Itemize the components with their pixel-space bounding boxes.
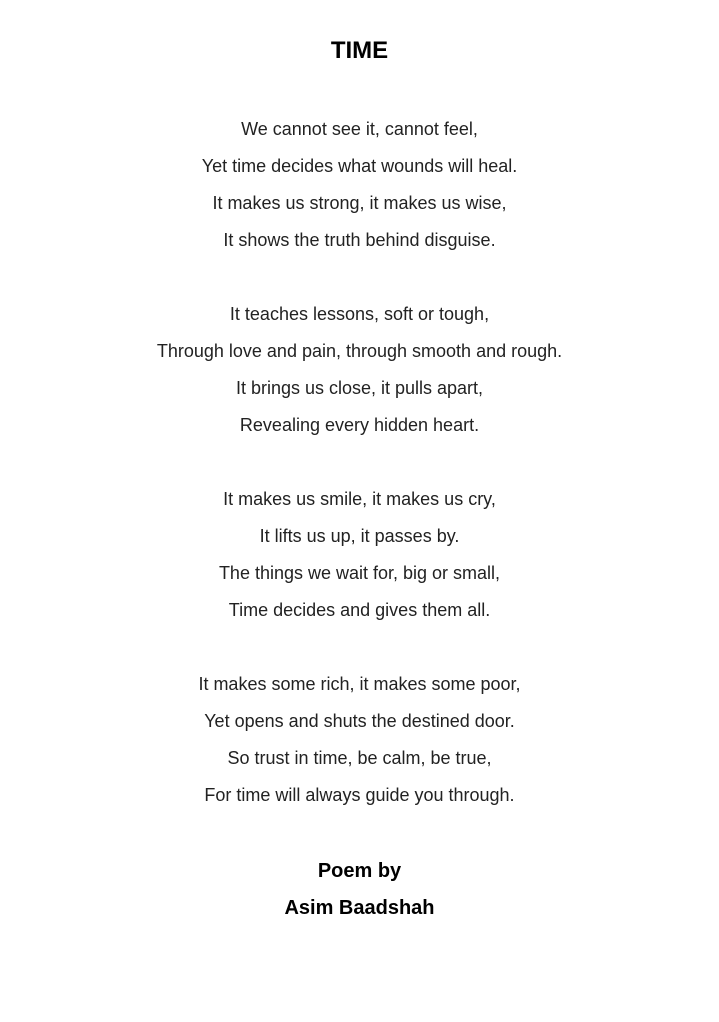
poem-line: So trust in time, be calm, be true, — [227, 748, 492, 768]
poem-line: It teaches lessons, soft or tough, — [229, 304, 490, 324]
stanza-3 — [0, 481, 719, 629]
poem-line: For time will always guide you through. — [204, 785, 515, 805]
author-credit — [0, 853, 719, 927]
poem-line: Yet time decides what wounds will heal. — [201, 156, 518, 176]
poem-line: It brings us close, it pulls apart, — [235, 378, 484, 398]
stanza-2 — [0, 296, 719, 444]
poem-line: It lifts us up, it passes by. — [259, 526, 460, 546]
poem-line: The things we wait for, big or small, — [218, 563, 501, 583]
poem-line: Revealing every hidden heart. — [239, 415, 480, 435]
author-name: Asim Baadshah — [284, 897, 435, 919]
poem-line: Through love and pain, through smooth and rough. — [156, 341, 563, 361]
stanza-4 — [0, 666, 719, 814]
poem-line: Yet opens and shuts the destined door. — [204, 711, 515, 731]
poem-line: We cannot see it, cannot feel, — [241, 119, 478, 139]
credit-label: Poem by — [317, 860, 402, 882]
poem-line: Time decides and gives them all. — [228, 600, 491, 620]
poem-line: It makes us strong, it makes us wise, — [212, 193, 507, 213]
poem-line: It shows the truth behind disguise. — [223, 230, 496, 250]
poem-line: It makes us smile, it makes us cry, — [223, 489, 496, 509]
poem-line: It makes some rich, it makes some poor, — [198, 674, 521, 694]
poem-body — [0, 111, 719, 851]
stanza-1 — [0, 111, 719, 259]
poem-title: TIME — [330, 37, 389, 64]
